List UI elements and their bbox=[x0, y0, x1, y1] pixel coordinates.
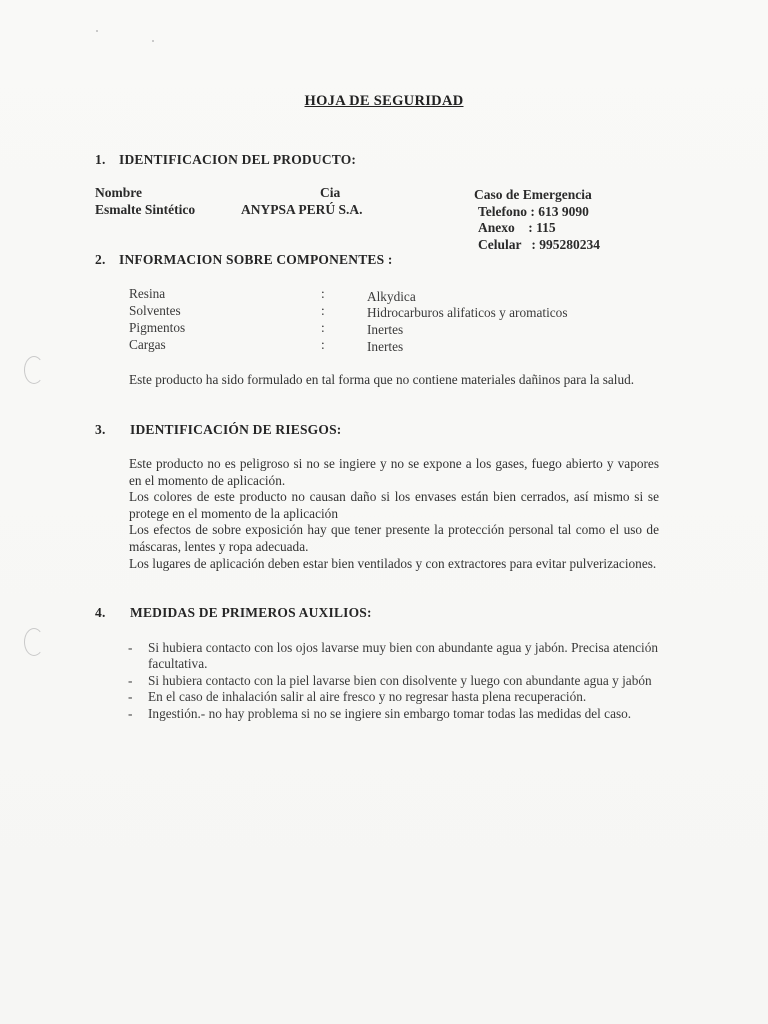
document-title: HOJA DE SEGURIDAD bbox=[304, 93, 464, 109]
scan-speck bbox=[152, 40, 154, 42]
section-title: INFORMACION SOBRE COMPONENTES : bbox=[119, 252, 393, 267]
component-value: Inertes bbox=[367, 322, 404, 337]
component-name: Cargas bbox=[129, 337, 166, 352]
anexo-line: Anexo : 115 bbox=[478, 220, 556, 235]
section-number: 4. bbox=[95, 605, 106, 620]
section-number: 3. bbox=[95, 422, 106, 437]
first-aid-text: Si hubiera contacto con la piel lavarse bien con disolvente y luego con abundante agua y jabón bbox=[148, 672, 652, 688]
component-name: Pigmentos bbox=[129, 320, 186, 335]
emergencia-label: Caso de Emergencia bbox=[474, 187, 592, 202]
components-note: Este producto ha sido formulado en tal forma que no contiene materiales dañinos para la salud. bbox=[129, 372, 635, 387]
telefono-line: Telefono : 613 9090 bbox=[478, 204, 589, 219]
first-aid-item bbox=[128, 673, 658, 689]
risk-paragraph: Este producto no es peligroso si no se ingiere y no se expone a los gases, fuego abierto y vapores en el momento de aplicación. bbox=[129, 456, 659, 488]
component-separator: : bbox=[321, 320, 325, 335]
section-title: IDENTIFICACIÓN DE RIESGOS: bbox=[130, 422, 342, 437]
scan-speck bbox=[96, 30, 98, 32]
component-separator: : bbox=[321, 337, 325, 352]
section-3-heading bbox=[95, 422, 342, 438]
risk-paragraph: Los colores de este producto no causan daño si los envases están bien cerrados, así mismo si se protege en el momento de la aplicación bbox=[129, 489, 659, 521]
component-value: Alkydica bbox=[367, 289, 416, 304]
section-number: 1. bbox=[95, 152, 106, 167]
first-aid-item bbox=[128, 706, 658, 722]
component-separator: : bbox=[321, 303, 325, 318]
cia-value: ANYPSA PERÚ S.A. bbox=[241, 202, 363, 217]
bullet-dash: - bbox=[128, 640, 133, 655]
component-separator: : bbox=[321, 286, 325, 301]
first-aid-text: Ingestión.- no hay problema si no se ingiere sin embargo tomar todas las medidas del caso. bbox=[148, 705, 632, 721]
punch-hole-mark bbox=[24, 628, 44, 656]
risk-paragraph: Los efectos de sobre exposición hay que tener presente la protección personal tal como el uso de máscaras, lentes y ropa adecuada. bbox=[129, 522, 659, 554]
component-value: Inertes bbox=[367, 339, 404, 354]
section-4-heading bbox=[95, 605, 372, 621]
celular-line: Celular : 995280234 bbox=[478, 237, 600, 252]
bullet-dash: - bbox=[128, 672, 133, 688]
section-number: 2. bbox=[95, 252, 106, 267]
section-title: IDENTIFICACION DEL PRODUCTO: bbox=[119, 152, 357, 167]
first-aid-item bbox=[128, 689, 658, 705]
punch-hole-mark bbox=[24, 356, 44, 384]
first-aid-item bbox=[128, 640, 658, 673]
risk-paragraph: Los lugares de aplicación deben estar bien ventilados y con extractores para evitar pulverizaciones. bbox=[129, 555, 657, 571]
component-value: Hidrocarburos alifaticos y aromaticos bbox=[367, 305, 568, 320]
section-title: MEDIDAS DE PRIMEROS AUXILIOS: bbox=[130, 605, 372, 620]
risks-text bbox=[129, 456, 659, 572]
nombre-value: Esmalte Sintético bbox=[95, 202, 196, 217]
section-1-heading bbox=[95, 152, 356, 168]
component-name: Solventes bbox=[129, 303, 181, 318]
first-aid-list bbox=[128, 640, 658, 722]
bullet-dash: - bbox=[128, 689, 133, 705]
first-aid-text: En el caso de inhalación salir al aire fresco y no regresar hasta plena recuperación. bbox=[148, 689, 587, 705]
section-2-heading bbox=[95, 252, 393, 268]
nombre-label: Nombre bbox=[95, 185, 142, 200]
component-name: Resina bbox=[129, 286, 166, 301]
cia-label: Cia bbox=[320, 185, 341, 200]
bullet-dash: - bbox=[128, 705, 133, 721]
first-aid-text: Si hubiera contacto con los ojos lavarse muy bien con abundante agua y jabón. Precisa atención facultativa. bbox=[148, 640, 658, 672]
